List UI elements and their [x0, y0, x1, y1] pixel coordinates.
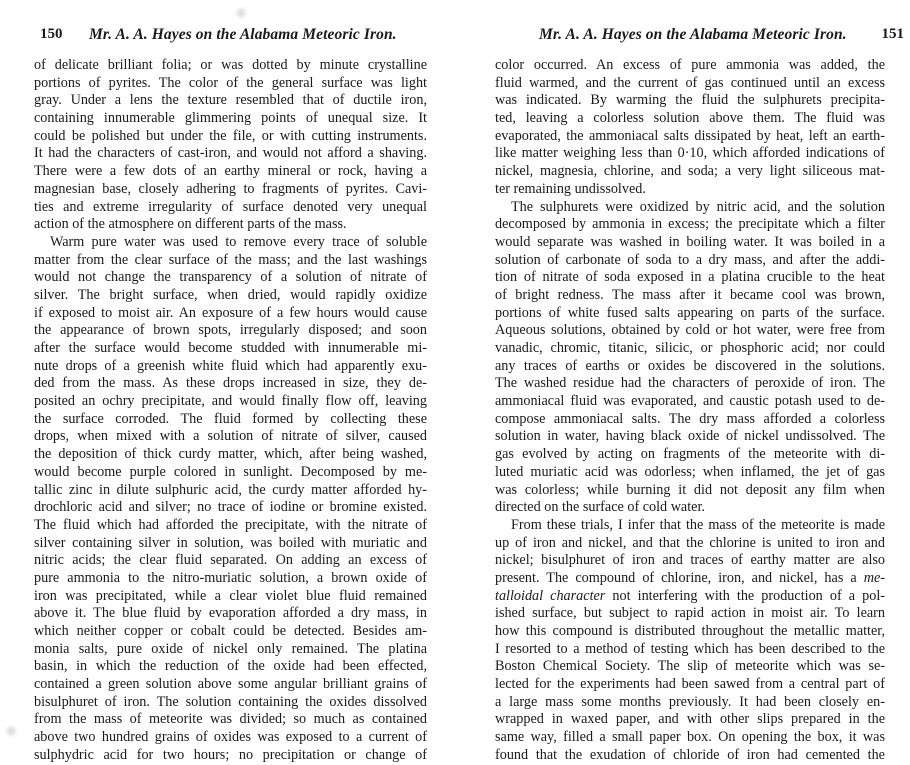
text-line: tion of nitrate of soda exposed in a platina crucible to the heat [495, 269, 885, 286]
text-line: nute drops of a greenish white fluid which had apparently exu- [34, 357, 427, 374]
text-line: tallic zinc in dilute sulphuric acid, the curdy matter afforded hy- [34, 481, 427, 498]
text-line: would become purple colored in sunlight. Decomposed by me- [34, 463, 427, 480]
text-line: containing innumerable glimmering points of unequal size. It [34, 110, 427, 127]
right-page-body [495, 57, 885, 765]
text-line: was colorless; while burning it did not deposit any film when [495, 481, 885, 498]
text-line: monia salts, pure oxide of nickel only remained. The platina [34, 640, 427, 657]
running-head-title: Mr. A. A. Hayes on the Alabama Meteoric Iron. [539, 26, 847, 43]
right-running-header [495, 26, 904, 46]
text-line: posited an ochry precipitate, and would finally flow off, leaving [34, 393, 427, 410]
text-line: above two hundred grains of oxides was exposed to a current of [34, 729, 427, 746]
text-line: silver. The bright surface, when dried, would rapidly oxidize [34, 286, 427, 303]
text-line: a large mass some months previously. It had been closely en- [495, 693, 885, 710]
text-line: from the mass of meteorite was divided; so much as contained [34, 711, 427, 728]
text-line: directed on the surface of cold water. [495, 499, 705, 516]
text-line: solution of carbonate of soda to a dry mass, and after the addi- [495, 251, 885, 268]
text-line: pure ammonia to the nitro-muriatic solution, a brown oxide of [34, 569, 427, 586]
text-line: action of the atmosphere on different parts of the mass. [34, 216, 347, 233]
italic-term: talloidal character [495, 587, 606, 604]
text-line: decomposed by ammonia in excess; the precipitate which a filter [495, 216, 885, 233]
text-line: could be polished but under the file, or with cutting instruments. [34, 127, 427, 144]
text-line: which neither copper or cobalt could be detected. Besides am- [34, 623, 427, 639]
text-line: of bright redness. The mass after it became cool was brown, [495, 286, 885, 303]
text-line: nickel, magnesia, chlorine, and soda; a very light siliceous mat- [495, 163, 885, 180]
text-line: compose ammoniacal salts. The dry mass afforded a colorless [495, 410, 885, 427]
text-line: There were a few dots of an earthy mineral or rock, having a [34, 163, 427, 180]
text-line: the surface corroded. The fluid formed by collecting these [34, 410, 427, 427]
text-line: luted muriatic acid was odorless; when inflamed, the jet of gas [495, 463, 885, 480]
text-line: would separate was washed in boiling water. It was boiled in a [495, 233, 885, 250]
running-head-title: Mr. A. A. Hayes on the Alabama Meteoric Iron. [89, 26, 397, 43]
text-line: drochloric acid and silver; no trace of iodine or bromine existed. [34, 499, 427, 516]
text-line: portions of white fused salts appearing on parts of the surface. [495, 304, 885, 321]
page-number: 150 [40, 26, 63, 42]
text-line: drops, when mixed with a solution of nitrate of silver, caused [34, 428, 427, 445]
text-line: ter remaining undissolved. [495, 180, 646, 197]
text-line: lected for the experiments had been sawed from a central part of [495, 676, 885, 693]
text-line: ted, leaving a colorless solution above them. The fluid was [495, 110, 885, 127]
text-line: magnesian base, closely adhering to fragments of pyrites. Cavi- [34, 180, 427, 197]
text-line: Boston Chemical Society. The slip of meteorite which was se- [495, 658, 885, 675]
text-line: gray. Under a lens the texture resembled that of ductile iron, [34, 92, 427, 109]
text-line: bisulphuret of iron. The solution containing the oxides dissolved [34, 693, 427, 710]
text-line: like matter weighing less than 0·10, which afforded indications of [495, 145, 885, 162]
page-number: 151 [881, 26, 904, 42]
text-line: same way, filled a small paper box. On opening the box, it was [495, 729, 885, 746]
text-line: evaporated, the ammoniacal salts dissipated by heat, left an earth- [495, 127, 885, 144]
text-line: above it. The blue fluid by evaporation afforded a dry mass, in [34, 605, 427, 622]
text-line: solution in water, having black oxide of nickel undissolved. The [495, 428, 885, 445]
text-line: contained a green solution above some angular brilliant grains of [34, 676, 427, 693]
text-line: wrapped in waxed paper, and with other slips prepared in the [495, 711, 885, 728]
text-line: The washed residue had the characters of peroxide of iron. The [495, 375, 885, 392]
text-line: up of iron and nickel, and that the chlorine is united to iron and [495, 534, 885, 551]
text-line: I resorted to a method of testing which has been described to the [495, 640, 885, 657]
text-line: the appearance of brown spots, irregularly disposed; and soon [34, 322, 427, 339]
text-line: ties and extreme irregularity of surface denoted very unequal [34, 198, 427, 215]
text-line: silver containing silver in solution, was boiled with muriatic and [34, 534, 427, 551]
text-line: ded from the mass. As these drops increased in size, they de- [34, 375, 427, 392]
text-line: iron was precipitated, while a clear violet blue fluid remained [34, 587, 427, 604]
scan-speck [4, 724, 18, 738]
left-running-header [34, 26, 427, 46]
text-line: the deposition of thick curdy matter, which, after being washed, [34, 446, 427, 463]
left-page [34, 0, 427, 763]
text-line: would not change the transparency of a solution of nitrate of [34, 269, 427, 286]
text-line: ammoniacal fluid was evaporated, and caustic potash used to de- [495, 393, 885, 410]
text-line: present. The compound of chlorine, iron, and nickel, has a me- [495, 569, 885, 586]
text-line: gas evolved by acting on fragments of the meteorite with di- [495, 446, 885, 463]
text-line: basin, in which the reduction of the oxide had been effected, [34, 658, 427, 675]
text-line: if exposed to moist air. An exposure of a few hours would cause [34, 304, 427, 321]
text-line: vanadic, chromic, titanic, silicic, or phosphoric acid; nor could [495, 340, 885, 356]
text-line: Warm pure water was used to remove every trace of soluble [50, 233, 427, 250]
text-line: The fluid which had afforded the precipitate, with the nitrate of [34, 516, 427, 533]
text-line: ished surface, but subject to rapid action in moist air. To learn [495, 605, 885, 622]
text-line: Aqueous solutions, obtained by cold or hot water, were free from [495, 322, 885, 339]
text-line: how this compound is distributed throughout the metallic matter, [495, 623, 885, 639]
text-line: The sulphurets were oxidized by nitric acid, and the solution [511, 198, 885, 215]
text-line: nitric acids; the clear fluid separated. On adding an excess of [34, 552, 427, 569]
text-line: From these trials, I infer that the mass of the meteorite is made [511, 516, 885, 533]
right-page [495, 0, 904, 763]
text-line: was indicated. By warming the fluid the sulphurets precipita- [495, 92, 885, 109]
text-line: after the surface would become studded with innumerable mi- [34, 340, 427, 356]
text-line: any traces of earths or oxides be discovered in the solutions. [495, 357, 885, 374]
text-line: color occurred. An excess of pure ammonia was added, the [495, 57, 885, 73]
text-line: It had the characters of cast-iron, and would not afford a shaving. [34, 145, 427, 162]
text-line: matter from the clear surface of the mass; and the last washings [34, 251, 427, 268]
text-line: talloidal character not interfering with the production of a pol- [495, 587, 885, 604]
left-page-body [34, 57, 427, 765]
text-line: fluid warmed, and the current of gas continued until an excess [495, 74, 885, 91]
scan-speck [234, 6, 248, 20]
text-line: sulphydric acid for two hours; no precipitation or change of [34, 746, 427, 763]
text-line: of delicate brilliant folia; or was dotted by minute crystalline [34, 57, 427, 73]
text-line: found that the exudation of chloride of iron had cemented the [495, 746, 885, 763]
text-line: nickel; bisulphuret of iron and traces of earthy matter are also [495, 552, 885, 569]
italic-term: me- [863, 569, 885, 586]
text-line: portions of pyrites. The color of the general surface was light [34, 74, 427, 91]
